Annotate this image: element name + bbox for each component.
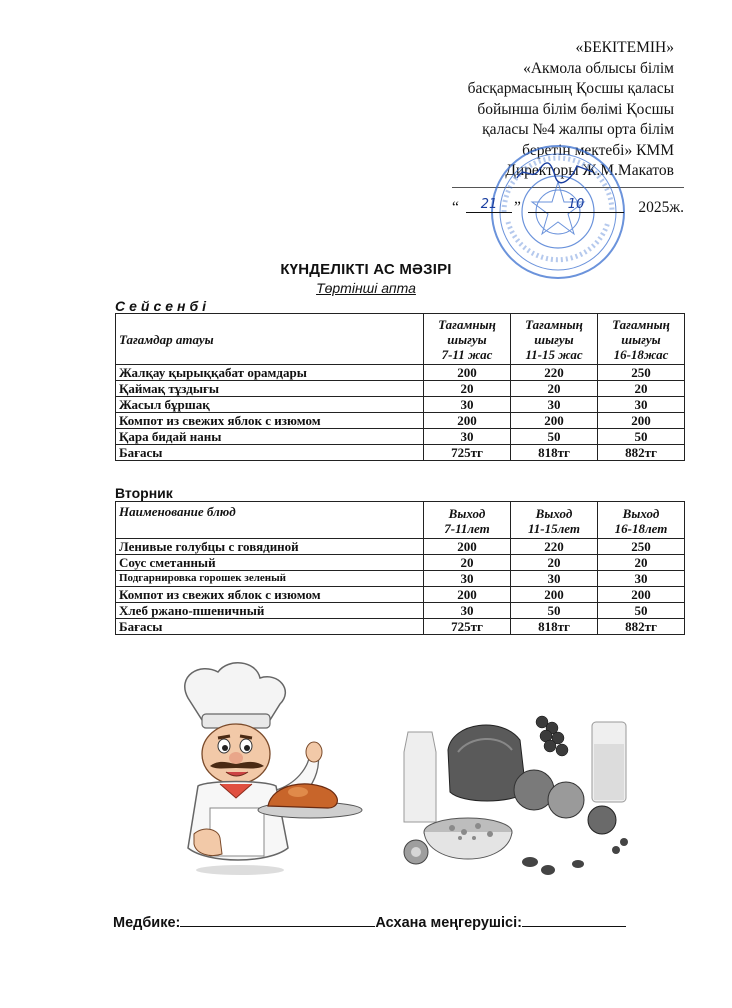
nurse-label: Медбике: [113, 915, 181, 931]
table-row [116, 413, 685, 429]
portion-value: 200 [511, 413, 598, 429]
portion-value: 250 [598, 365, 685, 381]
table-header-row [116, 502, 685, 539]
header-line: Тағамның [612, 317, 670, 332]
portion-value: 200 [424, 587, 511, 603]
portion-value: 20 [424, 555, 511, 571]
header-line: Тағамның [525, 317, 583, 332]
price-value: 725тг [424, 445, 511, 461]
header-portion-16-18 [598, 314, 685, 365]
header-line: 16-18жас [613, 347, 669, 362]
header-line: Выход [622, 506, 660, 521]
chef-illustration [148, 658, 364, 880]
dish-name: Подгарнировка горошек зеленый [116, 571, 424, 587]
table-row [116, 429, 685, 445]
day-label-tuesday-kz: Сейсенбі [115, 298, 211, 314]
table-row [116, 365, 685, 381]
header-portion-11-15 [511, 502, 598, 539]
table-row [116, 397, 685, 413]
portion-value: 30 [424, 571, 511, 587]
price-value: 882тг [598, 619, 685, 635]
canteen-manager-label: Асхана меңгерушісі: [375, 915, 522, 931]
table-row [116, 555, 685, 571]
table-row [116, 539, 685, 555]
header-line: Выход [448, 506, 486, 521]
header-portion-16-18 [598, 502, 685, 539]
dish-name: Компот из свежих яблок с изюмом [116, 413, 424, 429]
portion-value: 30 [424, 603, 511, 619]
date-day: 21 [466, 197, 512, 213]
price-label: Бағасы [116, 619, 424, 635]
header-portion-11-15 [511, 314, 598, 365]
portion-value: 50 [511, 429, 598, 445]
approval-date [452, 199, 684, 221]
quote-close: ” [514, 199, 521, 216]
portion-value: 20 [598, 555, 685, 571]
table-header-row [116, 314, 685, 365]
header-line: Выход [535, 506, 573, 521]
portion-value: 20 [424, 381, 511, 397]
footer-signatures [113, 912, 626, 931]
approval-line: қаласы №4 жалпы орта білім [482, 121, 674, 138]
portion-value: 250 [598, 539, 685, 555]
price-value: 882тг [598, 445, 685, 461]
portion-value: 50 [598, 429, 685, 445]
price-row [116, 619, 685, 635]
approval-line: беретін мектебі» КММ [522, 141, 674, 159]
price-label: Бағасы [116, 445, 424, 461]
portion-value: 200 [424, 365, 511, 381]
header-portion-7-11 [424, 314, 511, 365]
portion-value: 30 [424, 429, 511, 445]
quote-open: “ [452, 199, 459, 216]
header-line: 7-11лет [444, 521, 490, 536]
date-month: 10 [528, 197, 624, 213]
header-line: 11-15лет [528, 521, 580, 536]
approval-line: «Акмола облысы білім [523, 59, 674, 77]
dish-name: Хлеб ржано-пшеничный [116, 603, 424, 619]
price-row [116, 445, 685, 461]
signature-scribble-icon [515, 160, 595, 184]
portion-value: 30 [598, 397, 685, 413]
portion-value: 200 [598, 587, 685, 603]
header-line: шығуы [621, 332, 661, 347]
canteen-manager-signature-line [522, 912, 626, 927]
portion-value: 30 [511, 397, 598, 413]
approval-line: басқармасының Қосшы қаласы [467, 80, 674, 97]
dish-name: Жасыл бұршақ [116, 397, 424, 413]
table-row [116, 381, 685, 397]
table-row [116, 571, 685, 587]
portion-value: 20 [598, 381, 685, 397]
approval-line: «БЕКІТЕМІН» [575, 39, 674, 56]
portion-value: 50 [511, 603, 598, 619]
portion-value: 20 [511, 381, 598, 397]
table-row [116, 587, 685, 603]
portion-value: 20 [511, 555, 598, 571]
header-line: 16-18лет [614, 521, 668, 536]
page-title: КҮНДЕЛІКТІ АС МӘЗІРІ [280, 261, 452, 278]
header-line: Тағамның [438, 317, 496, 332]
header-dish-name: Тағамдар атауы [116, 314, 424, 365]
portion-value: 30 [424, 397, 511, 413]
header-portion-7-11 [424, 502, 511, 539]
dish-name: Компот из свежих яблок с изюмом [116, 587, 424, 603]
day-label-tuesday-ru: Вторник [115, 485, 173, 501]
price-value: 818тг [511, 619, 598, 635]
date-year: 2025ж. [638, 199, 684, 216]
portion-value: 50 [598, 603, 685, 619]
price-value: 818тг [511, 445, 598, 461]
food-photo [402, 692, 638, 888]
portion-value: 200 [598, 413, 685, 429]
dish-name: Қаймақ тұздығы [116, 381, 424, 397]
header-line: шығуы [534, 332, 574, 347]
portion-value: 200 [424, 539, 511, 555]
header-line: 7-11 жас [441, 347, 493, 362]
approval-line: Директоры Ж.М.Макатов [505, 162, 674, 179]
portion-value: 200 [424, 413, 511, 429]
week-subtitle: Төртінші апта [316, 280, 416, 296]
dish-name: Соус сметанный [116, 555, 424, 571]
header-dish-name: Наименование блюд [116, 502, 424, 539]
menu-table-kz [115, 313, 685, 461]
header-line: 11-15 жас [525, 347, 583, 362]
menu-table-ru [115, 501, 685, 635]
price-value: 725тг [424, 619, 511, 635]
dish-name: Жалқау қырыққабат орамдары [116, 365, 424, 381]
portion-value: 30 [511, 571, 598, 587]
approval-line: бойынша білім бөлімі Қосшы [477, 100, 674, 118]
portion-value: 30 [598, 571, 685, 587]
portion-value: 200 [511, 587, 598, 603]
dish-name: Қара бидай наны [116, 429, 424, 445]
portion-value: 220 [511, 539, 598, 555]
header-line: шығуы [447, 332, 487, 347]
portion-value: 220 [511, 365, 598, 381]
nurse-signature-line [180, 912, 375, 927]
table-row [116, 603, 685, 619]
dish-name: Ленивые голубцы с говядиной [116, 539, 424, 555]
